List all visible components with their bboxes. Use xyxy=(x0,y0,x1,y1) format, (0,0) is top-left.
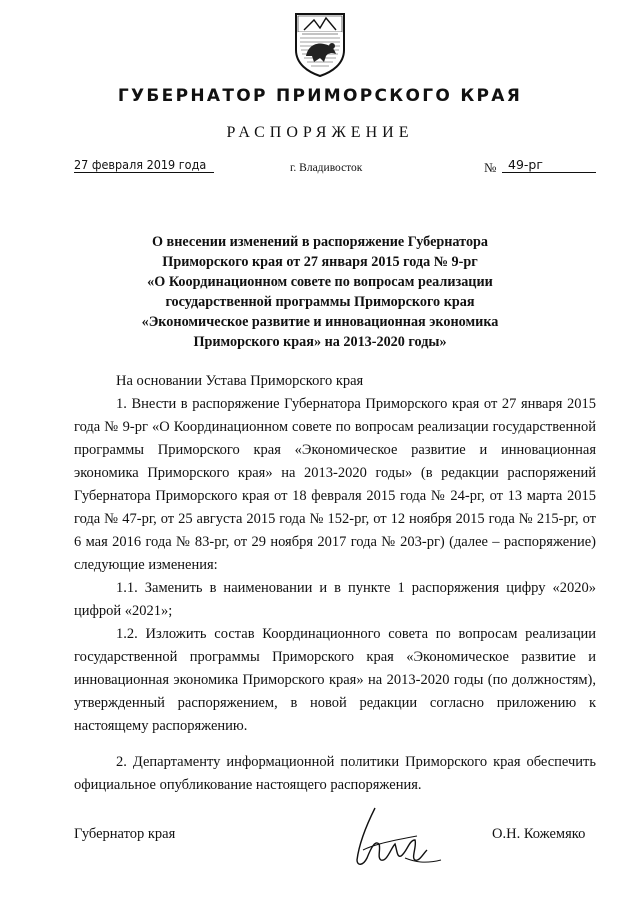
clause-1-2-paragraph: 1.2. Изложить состав Координационного совета по вопросам реализации государственной программы Приморского края «Экономическое развитие и инновационная экономика Приморского края» на 2013-2020 годы (по должностям), утвержденный распоряжением, в новой редакции согласно приложению к настоящему распоряжению. xyxy=(74,626,596,734)
document-city: г. Владивосток xyxy=(290,162,363,174)
title-line: Приморского края от 27 января 2015 года № 9-рг xyxy=(162,254,478,270)
title-line: Приморского края» на 2013-2020 годы» xyxy=(193,334,447,350)
clause-2-paragraph: 2. Департаменту информационной политики Приморского края обеспечить официальное опубликование настоящего распоряжения. xyxy=(74,754,596,793)
organization-title: ГУБЕРНАТОР ПРИМОРСКОГО КРАЯ xyxy=(117,86,523,106)
coat-of-arms-icon xyxy=(290,10,350,78)
document-type: РАСПОРЯЖЕНИЕ xyxy=(226,124,414,141)
title-line: «Экономическое развитие и инновационная экономика xyxy=(141,314,499,330)
title-line: О внесении изменений в распоряжение Губернатора xyxy=(151,234,489,250)
signatory-position: Губернатор края xyxy=(74,826,176,842)
title-line: государственной программы Приморского края xyxy=(165,294,475,310)
signatory-name: О.Н. Кожемяко xyxy=(492,826,586,842)
handwritten-signature xyxy=(345,800,445,872)
basis-paragraph: На основании Устава Приморского края xyxy=(116,373,364,389)
document-title xyxy=(0,232,640,352)
number-label: № xyxy=(484,160,497,175)
clause-1-1-paragraph: 1.1. Заменить в наименовании и в пункте 1 распоряжения цифру «2020» цифрой «2021»; xyxy=(74,580,596,619)
clause-1-paragraph: 1. Внести в распоряжение Губернатора Приморского края от 27 января 2015 года № 9-рг «О Координационном совете по вопросам реализации государственной программы Приморского края «Экономическое развитие и инновационная экономика Приморского края» на 2013-2020 годы» (в редакции распоряжений Губернатора Приморского края от 18 февраля 2015 года № 24-рг, от 13 марта 2015 года № 47-рг, от 25 августа 2015 года № 152-рг, от 12 ноября 2015 года № 215-рг, от 6 мая 2016 года № 83-рг, от 29 ноября 2017 года № 203-рг) (далее – распоряжение) следующие изменения: xyxy=(74,396,596,573)
document-number xyxy=(502,157,596,173)
document-number-value: 49-рг xyxy=(508,157,543,172)
title-line: «О Координационном совете по вопросам реализации xyxy=(147,274,493,290)
document-date: 27 февраля 2019 года xyxy=(74,157,214,173)
